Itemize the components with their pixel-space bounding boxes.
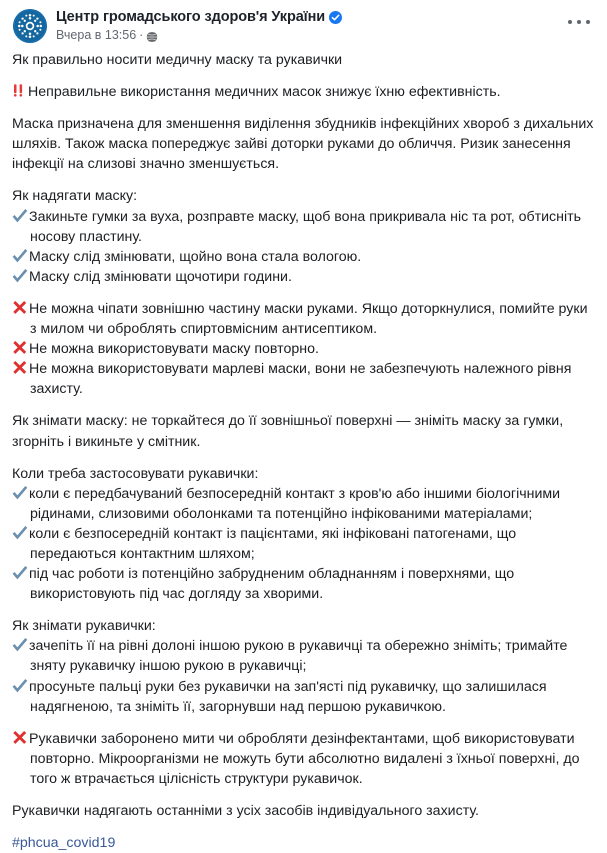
- gloves-when-heading: Коли треба застосовувати рукавички:: [12, 465, 259, 482]
- post-timestamp[interactable]: Вчера в 13:56: [56, 28, 137, 42]
- list-item: [12, 564, 595, 604]
- list-item-text: під час роботи із потенційно забрудненим обладнанням і поверхнями, що використовують під час догляду за хворими.: [29, 566, 515, 603]
- check-mark-icon: [12, 248, 28, 263]
- list-item: [12, 359, 595, 399]
- hashtag-line: [12, 833, 595, 853]
- list-item: [12, 636, 595, 676]
- mask-on-heading: Як надягати маску:: [12, 188, 138, 205]
- cross-mark-icon: [12, 300, 28, 315]
- check-mark-icon: [12, 525, 28, 540]
- list-item-text: Не можна використовувати марлеві маски, вони не забезпечують належного рівня захисту.: [29, 361, 572, 398]
- check-mark-icon: [12, 637, 28, 652]
- cross-mark-icon: [12, 730, 28, 745]
- post-header-text: [56, 9, 342, 43]
- list-item: [12, 677, 595, 717]
- warning-line: [12, 82, 595, 102]
- list-item-text: Маску слід змінювати, щойно вона стала вологою.: [29, 248, 362, 265]
- list-item: [12, 207, 595, 247]
- cross-mark-icon: [12, 360, 28, 375]
- check-mark-icon: [12, 208, 28, 223]
- globe-icon[interactable]: [146, 31, 158, 43]
- gloves-off-block: [12, 616, 595, 716]
- list-item: [12, 484, 595, 524]
- list-item-text: Закиньте гумки за вуха, розправте маску, щоб вона прикривала ніс та рот, обтисніть носову пластину.: [29, 208, 582, 245]
- list-item: [12, 267, 595, 287]
- intro-paragraph: Маска призначена для зменшення виділення збудників інфекційних хвороб з дихальних шляхів. Також маска попереджує зайві доторки руками до обличчя. Ризик занесення інфекції на слизові значно зменшується.: [12, 116, 594, 173]
- mask-off-paragraph: Як знімати маску: не торкайтеся до її зовнішньої поверхні — зніміть маску за гумки, згорніть і викиньте у смітник.: [12, 413, 564, 450]
- check-mark-icon: [12, 485, 28, 500]
- cross-mark-icon: [12, 340, 28, 355]
- list-item: [12, 729, 595, 789]
- list-item-text: зачепіть її на рівні долоні іншою рукою в рукавичці та обережно зніміть; тримайте зняту рукавичку іншою рукою в рукавичці;: [29, 638, 568, 675]
- page-name[interactable]: Центр громадського здоров'я України: [56, 9, 326, 25]
- post-title: Як правильно носити медичну маску та рукавички: [12, 52, 343, 68]
- list-item-text: Не можна чіпати зовнішню частину маски руками. Якщо доторкнулися, помийте руки з милом чи оброблять спиртовмісним антисептиком.: [29, 300, 588, 338]
- post-meta: [56, 28, 342, 43]
- gloves-when-block: [12, 464, 595, 605]
- gloves-off-heading: Як знімати рукавички:: [12, 618, 156, 635]
- double-exclamation-icon: [12, 83, 26, 98]
- list-item: [12, 524, 595, 564]
- gloves-dont-block: [12, 729, 595, 789]
- list-item-text: просуньте пальці руки без рукавички на зап'ясті під рукавичку, що залишилася надягненою, та зніміть її, загорнувши над першою рукавичкою.: [29, 678, 547, 715]
- list-item-text: Рукавички заборонено мити чи обробляти дезінфектантами, щоб використовувати повторно. Мікроорганізми не можуть бути абсолютно видалені з їхньої поверхні, до того ж втрачається цілісність структури рукавичок.: [29, 730, 580, 787]
- list-item: [12, 299, 595, 339]
- list-item-text: Маску слід змінювати щочотири години.: [29, 268, 292, 285]
- organization-logo-avatar[interactable]: [13, 9, 47, 43]
- mask-on-block: [12, 186, 595, 286]
- check-mark-icon: [12, 565, 28, 580]
- check-mark-icon: [12, 678, 28, 693]
- ellipsis-dot: [586, 20, 590, 24]
- hashtag-link[interactable]: #phcua_covid19: [12, 835, 116, 852]
- ellipsis-dot: [577, 20, 581, 24]
- ellipsis-dot: [568, 20, 572, 24]
- list-item: [12, 339, 595, 359]
- post-header: [0, 0, 607, 47]
- meta-separator: ·: [139, 28, 144, 42]
- post-body: [0, 47, 607, 853]
- closing-paragraph: Рукавички надягають останніми з усіх засобів індивідуального захисту.: [12, 803, 479, 819]
- list-item-text: коли є безпосередній контакт із пацієнтами, які інфіковані патогенами, що передаються контактним шляхом;: [29, 525, 517, 562]
- author-row: [56, 9, 342, 26]
- mask-dont-block: [12, 299, 595, 399]
- verified-badge-icon: [329, 11, 342, 24]
- list-item-text: коли є передбачуваний безпосередній контакт з кров'ю або іншими біологічними рідинами, слизовими оболонками та потенційно інфікованими матеріалами;: [29, 485, 561, 522]
- post-options-button[interactable]: [568, 14, 590, 30]
- warning-text: Неправильне використання медичних масок знижує їхню ефективність.: [28, 84, 501, 101]
- check-mark-icon: [12, 268, 28, 283]
- list-item-text: Не можна використовувати маску повторно.: [29, 341, 319, 358]
- list-item: [12, 247, 595, 267]
